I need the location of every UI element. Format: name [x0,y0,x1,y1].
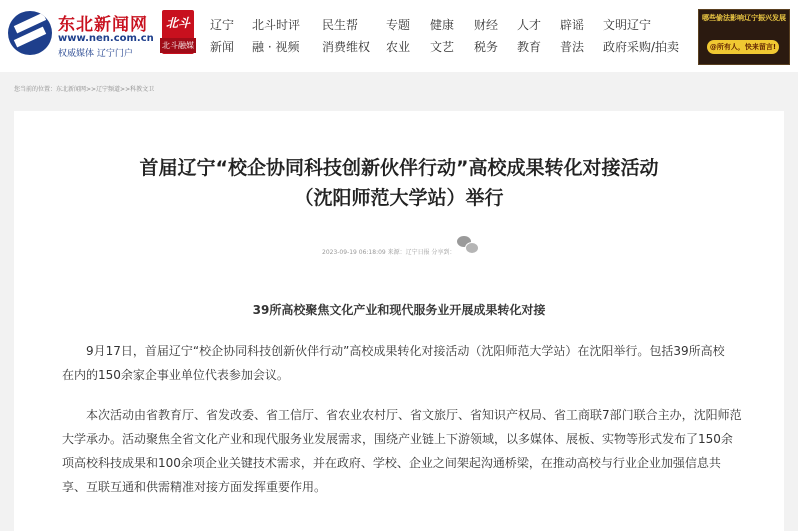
article-paragraph [62,339,742,387]
breadcrumb[interactable]: 您当前的位置：东北新闻网>>辽宁频道>>科教文卫 [14,86,155,93]
paragraph-line: 本次活动由省教育厅、省发改委、省工信厅、省农业农村厅、省文旅厅、省知识产权局、省工商联7部门联合主办，沈阳师范 [86,408,742,422]
beidou-badge[interactable] [162,10,194,54]
article-meta: 2023-09-19 06:18:09 来源：辽宁日报 分享到： [322,249,456,256]
beidou-badge-text: 北斗 [165,16,190,30]
nav-item-civilized-liaoning[interactable]: 文明辽宁 [603,18,652,32]
logo-slogan: 权威媒体 辽宁门户 [58,49,133,59]
article-title-line2: （沈阳师范大学站）举行 [294,187,504,209]
article-title-line1: 首届辽宁“校企协同科技创新伙伴行动”高校成果转化对接活动 [139,157,659,179]
ad-banner[interactable] [698,9,790,65]
nav-item-talent[interactable]: 人才 [517,18,542,32]
nav-item-agriculture[interactable]: 农业 [386,40,411,54]
article-subtitle: 39所高校聚焦文化产业和现代服务业开展成果转化对接 [252,303,546,317]
nav-item-minsheng[interactable]: 民生帮 [322,18,359,32]
paragraph-line: 享、互联互通和供需精准对接方面发挥重要作用。 [62,480,327,494]
article-paragraph [62,403,742,499]
nav-item-education[interactable]: 教育 [517,40,542,54]
paragraph-line: 项高校科技成果和100余项企业关键技术需求，并在政府、学校、企业之间架起沟通桥梁，在推动高校与行业企业加强信息共 [62,456,721,470]
site-header [0,0,798,72]
main-nav [202,14,682,60]
nav-item-health[interactable]: 健康 [430,18,455,32]
nav-item-beidou-commentary[interactable]: 北斗时评 [252,18,301,32]
wechat-share-icon[interactable] [457,236,479,254]
nav-item-law[interactable]: 普法 [560,40,585,54]
nav-item-video[interactable]: 融 · 视频 [252,40,300,54]
ad-headline: 哪些偷法影响辽宁振兴发展 [702,14,786,22]
nav-item-arts[interactable]: 文艺 [430,40,455,54]
nav-item-rumor[interactable]: 辟谣 [560,18,585,32]
nav-item-special[interactable]: 专题 [386,18,411,32]
logo-mark-icon [8,11,52,55]
beidou-badge-caption: 北斗融媒 [160,38,196,53]
paragraph-line: 9月17日，首届辽宁“校企协同科技创新伙伴行动”高校成果转化对接活动（沈阳师范大学站）在沈阳举行。包括39所高校 [86,344,725,358]
paragraph-line: 在内的150余家企事业单位代表参加会议。 [62,368,289,382]
ad-cta: @所有人，快来留言! [707,40,779,54]
logo-url: www.nen.com.cn [58,33,154,44]
nav-item-liaoning[interactable]: 辽宁 [210,18,235,32]
nav-item-news[interactable]: 新闻 [210,40,235,54]
nav-item-procurement[interactable]: 政府采购/拍卖 [603,40,680,54]
paragraph-line: 大学承办。活动聚焦全省文化产业和现代服务业发展需求，围绕产业链上下游领域，以多媒体、展板、实物等形式发布了150余 [62,432,733,446]
logo-name: 东北新闻网 [58,15,148,35]
site-logo[interactable] [8,9,158,59]
article-body [14,111,784,531]
nav-item-consumer-rights[interactable]: 消费维权 [322,40,371,54]
nav-item-finance[interactable]: 财经 [474,18,499,32]
nav-item-tax[interactable]: 税务 [474,40,499,54]
